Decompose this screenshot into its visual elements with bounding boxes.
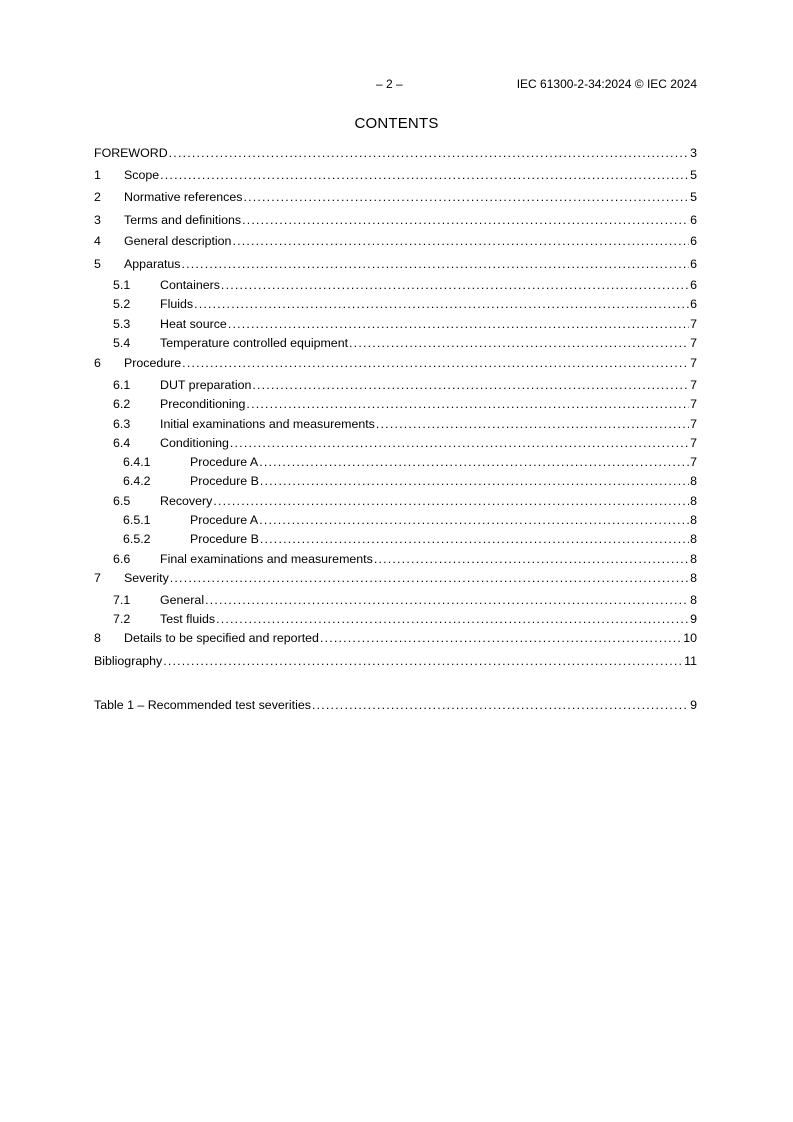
toc-entry-title: Final examinations and measurements	[160, 552, 373, 566]
toc-entry[interactable]	[94, 473, 697, 489]
toc-entry-title: General	[160, 593, 205, 607]
dot-leader	[349, 335, 689, 351]
toc-entry[interactable]	[94, 454, 697, 470]
toc-entry-title: Preconditioning	[160, 397, 246, 411]
toc-entry-title: Table 1 – Recommended test severities	[94, 698, 311, 712]
toc-entry-page: 8	[690, 494, 697, 508]
dot-leader	[260, 531, 689, 547]
toc-entry[interactable]	[94, 316, 697, 332]
dot-leader	[182, 355, 689, 371]
toc-entry-page: 7	[690, 417, 697, 431]
toc-entry-title: Procedure A	[190, 513, 259, 527]
toc-entry-page: 6	[690, 297, 697, 311]
toc-entry-number: 7.1	[113, 593, 131, 607]
dot-leader	[242, 212, 689, 228]
toc-entry-page: 8	[690, 571, 697, 585]
toc-entry-title: Procedure B	[190, 532, 259, 546]
toc-entry-number: 8	[94, 631, 101, 645]
toc-entry-page: 7	[690, 336, 697, 350]
toc-entry-title: Temperature controlled equipment	[160, 336, 349, 350]
toc-entry-page: 8	[690, 593, 697, 607]
toc-entry-title: Severity	[124, 571, 169, 585]
toc-entry-page: 8	[690, 532, 697, 546]
toc-entry[interactable]	[94, 277, 697, 293]
toc-entry[interactable]	[94, 355, 697, 371]
dot-leader	[228, 316, 689, 332]
toc-entry[interactable]	[94, 296, 697, 312]
toc-entry-title: Containers	[160, 278, 220, 292]
toc-entry-page: 7	[690, 378, 697, 392]
toc-entry-number: 5.4	[113, 336, 131, 350]
dot-leader	[169, 145, 689, 161]
toc-entry[interactable]	[94, 256, 697, 272]
toc-entry[interactable]	[94, 233, 697, 249]
toc-entry-number: 5	[94, 257, 101, 271]
dot-leader	[170, 570, 689, 586]
toc-entry[interactable]	[94, 377, 697, 393]
toc-entry-title: Test fluids	[160, 612, 216, 626]
dot-leader	[252, 377, 689, 393]
toc-entry-number: 6	[94, 356, 101, 370]
toc-entry[interactable]	[94, 212, 697, 228]
toc-entry-title: General description	[124, 234, 232, 248]
toc-entry[interactable]	[94, 167, 697, 183]
contents-title: CONTENTS	[354, 115, 439, 132]
dot-leader	[160, 167, 689, 183]
dot-leader	[213, 493, 689, 509]
toc-entry[interactable]	[94, 189, 697, 205]
toc-entry-title: FOREWORD	[94, 146, 168, 160]
toc-entry-number: 7.2	[113, 612, 131, 626]
toc-entry-page: 8	[690, 513, 697, 527]
dot-leader	[260, 473, 689, 489]
toc-entry[interactable]	[94, 653, 697, 669]
toc-entry-page: 6	[690, 278, 697, 292]
toc-entry-number: 6.5.1	[123, 513, 151, 527]
toc-entry-title: Heat source	[160, 317, 227, 331]
toc-entry-page: 11	[684, 654, 697, 668]
toc-entry-title: Details to be specified and reported	[124, 631, 319, 645]
dot-leader	[221, 277, 689, 293]
dot-leader	[205, 592, 689, 608]
toc-entry-title: Procedure	[124, 356, 182, 370]
dot-leader	[194, 296, 689, 312]
toc-entry-number: 6.5.2	[123, 532, 151, 546]
toc-entry-number: 6.6	[113, 552, 131, 566]
table-list-entry[interactable]	[94, 697, 697, 713]
toc-entry-number: 5.2	[113, 297, 131, 311]
toc-entry[interactable]	[94, 531, 697, 547]
toc-entry-title: Conditioning	[160, 436, 229, 450]
toc-entry-title: Fluids	[160, 297, 194, 311]
toc-entry-number: 7	[94, 571, 101, 585]
dot-leader	[230, 435, 689, 451]
toc-entry-number: 6.5	[113, 494, 131, 508]
dot-leader	[259, 454, 689, 470]
page-number: – 2 –	[376, 77, 403, 91]
toc-entry-page: 9	[690, 612, 697, 626]
toc-entry-number: 6.3	[113, 417, 131, 431]
dot-leader	[243, 189, 689, 205]
dot-leader	[259, 512, 689, 528]
dot-leader	[232, 233, 689, 249]
toc-entry-number: 1	[94, 168, 101, 182]
toc-entry-number: 6.4.2	[123, 474, 151, 488]
toc-entry[interactable]	[94, 416, 697, 432]
dot-leader	[376, 416, 689, 432]
toc-entry-title: Initial examinations and measurements	[160, 417, 375, 431]
toc-entry-page: 10	[683, 631, 697, 645]
toc-entry-page: 9	[690, 698, 697, 712]
toc-entry-page: 7	[690, 356, 697, 370]
toc-entry[interactable]	[94, 630, 697, 646]
toc-entry-number: 2	[94, 190, 101, 204]
toc-entry-page: 7	[690, 317, 697, 331]
toc-entry-number: 5.3	[113, 317, 131, 331]
dot-leader	[312, 697, 689, 713]
toc-entry-title: DUT preparation	[160, 378, 252, 392]
toc-entry-number: 6.1	[113, 378, 131, 392]
standard-reference: IEC 61300-2-34:2024 © IEC 2024	[516, 77, 697, 91]
toc-entry[interactable]	[94, 396, 697, 412]
toc-entry[interactable]	[94, 611, 697, 627]
toc-entry-title: Apparatus	[124, 257, 181, 271]
dot-leader	[246, 396, 689, 412]
toc-entry-page: 3	[690, 146, 697, 160]
toc-entry-page: 7	[690, 436, 697, 450]
toc-entry[interactable]	[94, 335, 697, 351]
page-header	[0, 77, 793, 93]
toc-entry-title: Bibliography	[94, 654, 163, 668]
toc-entry-title: Procedure B	[190, 474, 259, 488]
dot-leader	[320, 630, 682, 646]
toc-entry[interactable]	[94, 512, 697, 528]
toc-entry-page: 7	[690, 397, 697, 411]
toc-entry[interactable]	[94, 145, 697, 161]
toc-entry-page: 6	[690, 234, 697, 248]
toc-entry-number: 6.4.1	[123, 455, 151, 469]
toc-entry-number: 5.1	[113, 278, 131, 292]
dot-leader	[216, 611, 689, 627]
toc-entry[interactable]	[94, 551, 697, 567]
toc-entry-title: Normative references	[124, 190, 243, 204]
toc-entry-title: Recovery	[160, 494, 213, 508]
toc-entry-page: 6	[690, 213, 697, 227]
toc-entry-title: Terms and definitions	[124, 213, 242, 227]
toc-entry-page: 5	[690, 190, 697, 204]
toc-entry-title: Procedure A	[190, 455, 259, 469]
dot-leader	[163, 653, 683, 669]
toc-entry-page: 6	[690, 257, 697, 271]
toc-entry-page: 5	[690, 168, 697, 182]
toc-entry-number: 6.2	[113, 397, 131, 411]
toc-entry-page: 7	[690, 455, 697, 469]
toc-entry-number: 3	[94, 213, 101, 227]
toc-entry[interactable]	[94, 493, 697, 509]
toc-entry[interactable]	[94, 592, 697, 608]
toc-entry[interactable]	[94, 570, 697, 586]
toc-entry-title: Scope	[124, 168, 160, 182]
dot-leader	[374, 551, 689, 567]
toc-entry[interactable]	[94, 435, 697, 451]
toc-entry-number: 4	[94, 234, 101, 248]
dot-leader	[181, 256, 689, 272]
toc-entry-number: 6.4	[113, 436, 131, 450]
toc-entry-page: 8	[690, 474, 697, 488]
toc-entry-page: 8	[690, 552, 697, 566]
